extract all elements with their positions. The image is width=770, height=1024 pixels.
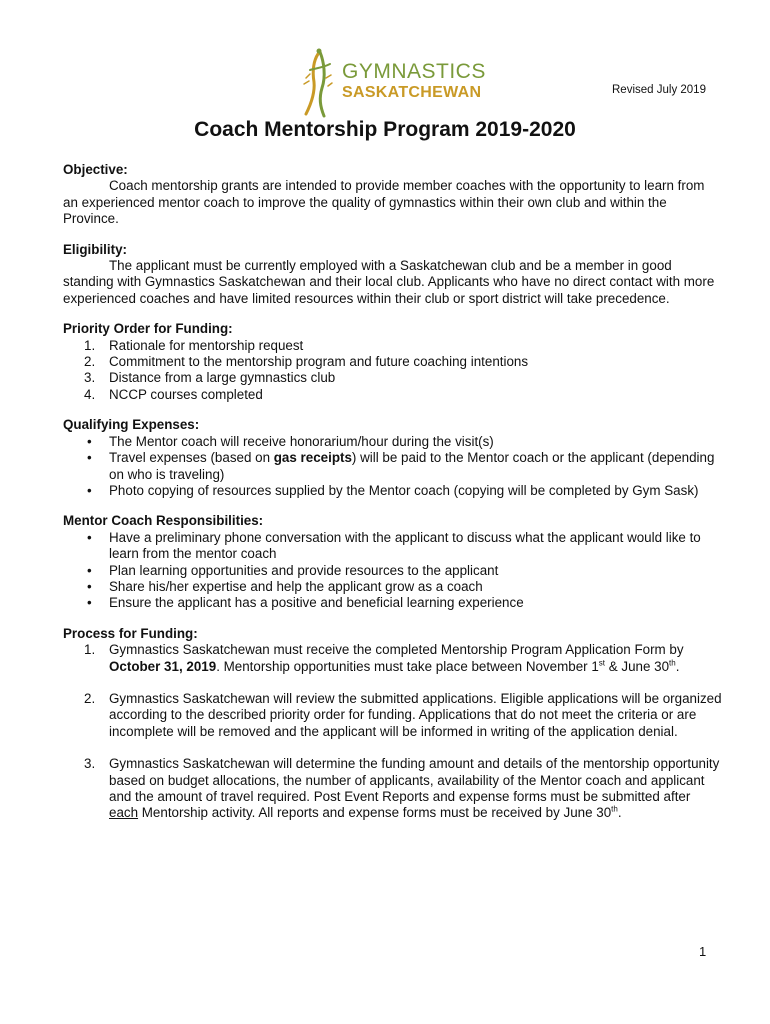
list-item	[63, 756, 723, 822]
bullet-icon: •	[87, 578, 92, 594]
process-heading: Process for Funding:	[63, 625, 198, 641]
list-item-text: Rationale for mentorship request	[109, 337, 304, 353]
superscript: th	[669, 658, 676, 668]
revised-date: Revised July 2019	[612, 84, 706, 96]
objective-heading: Objective:	[63, 162, 128, 177]
logo-word-saskatchewan: SASKATCHEWAN	[342, 84, 482, 101]
eligibility-heading: Eligibility:	[63, 241, 127, 257]
bullet-icon: •	[87, 595, 92, 611]
list-item-text: Plan learning opportunities and provide resources to the applicant	[109, 562, 499, 578]
list-number: 3.	[84, 370, 96, 386]
list-item-text: . Mentorship opportunities must take place between November 1	[216, 658, 599, 674]
list-item-text: & June 30	[605, 658, 670, 674]
priority-list	[63, 338, 723, 404]
list-item-text: Mentorship activity. All reports and expense forms must be received by June 30	[138, 805, 612, 821]
list-item	[63, 434, 723, 450]
list-number: 1.	[84, 642, 96, 658]
list-item	[63, 338, 723, 354]
document-body	[63, 162, 723, 822]
list-item-text: Gymnastics Saskatchewan will review the submitted applications. Eligible applications will be organized according to the described priority order for funding. Applications that do not meet the criteria or are incomplete will be removed and the applicant will be informed in writing of the application denial.	[109, 690, 722, 739]
list-item-text: Gymnastics Saskatchewan will determine the funding amount and details of the mentorship opportunity based on budget allocations, the number of applicants, availability of the Mentor coach and applicant and the amount of travel required. Post Event Reports and expense forms must be submitted after	[109, 756, 720, 804]
list-number: 2.	[84, 690, 96, 706]
list-item-text: Commitment to the mentorship program and future coaching intentions	[109, 354, 529, 370]
list-item-text: Have a preliminary phone conversation with the applicant to discuss what the applicant would like to learn from the mentor coach	[109, 529, 701, 562]
list-item	[63, 563, 723, 579]
list-item	[63, 595, 723, 611]
list-number: 4.	[84, 386, 96, 402]
bullet-icon: •	[87, 450, 92, 466]
list-item-text: ) will be paid to the Mentor coach or the applicant (depending on who is traveling)	[109, 450, 715, 482]
list-item-text: Share his/her expertise and help the applicant grow as a coach	[109, 578, 483, 594]
list-item	[63, 642, 723, 675]
list-number: 3.	[84, 756, 96, 772]
list-item	[63, 579, 723, 595]
list-number: 1.	[84, 337, 96, 353]
gymnastics-saskatchewan-logo	[298, 48, 486, 120]
list-item	[63, 354, 723, 370]
priority-section	[63, 321, 723, 403]
priority-heading: Priority Order for Funding:	[63, 321, 233, 337]
list-item	[63, 691, 723, 740]
mentor-list	[63, 530, 723, 612]
list-item-text: Gymnastics Saskatchewan must receive the completed Mentorship Program Application Form by	[109, 642, 684, 658]
list-item-text: The Mentor coach will receive honorarium/hour during the visit(s)	[109, 433, 494, 449]
logo-word-gymnastics: GYMNASTICS	[342, 60, 486, 83]
expenses-heading: Qualifying Expenses:	[63, 417, 200, 433]
list-item	[63, 370, 723, 386]
bullet-icon: •	[87, 482, 92, 498]
expenses-list	[63, 434, 723, 500]
document-title: Coach Mentorship Program 2019-2020	[194, 118, 576, 141]
list-item-text: Ensure the applicant has a positive and beneficial learning experience	[109, 595, 524, 611]
underlined-text: each	[109, 805, 139, 821]
bullet-icon: •	[87, 529, 92, 545]
expenses-section	[63, 417, 723, 499]
mentor-section	[63, 513, 723, 611]
bullet-icon: •	[87, 433, 92, 449]
eligibility-text: The applicant must be currently employed with a Saskatchewan club and be a member in good standing with Gymnastics Saskatchewan and their local club. Applicants who have no direct contact with more experienced coaches and have limited resources within their club or sport district will take precedence.	[63, 258, 715, 306]
process-list	[63, 642, 723, 822]
list-item-text: NCCP courses completed	[109, 386, 263, 402]
page-number: 1	[699, 944, 707, 959]
objective-section	[63, 162, 723, 228]
bullet-icon: •	[87, 562, 92, 578]
list-number: 2.	[84, 354, 96, 370]
list-item	[63, 530, 723, 563]
gymnast-figure-icon	[298, 48, 338, 120]
deadline-date: October 31, 2019	[109, 658, 217, 674]
list-item	[63, 483, 723, 499]
list-item-text: Photo copying of resources supplied by the Mentor coach (copying will be completed by Gym Sask)	[109, 482, 699, 498]
list-item-text: Travel expenses (based on	[109, 450, 274, 466]
superscript: th	[611, 804, 618, 814]
process-section	[63, 626, 723, 822]
mentor-heading: Mentor Coach Responsibilities:	[63, 513, 264, 529]
superscript: st	[598, 658, 606, 668]
list-item-text: .	[675, 658, 680, 674]
list-item-text: .	[617, 805, 622, 821]
list-item	[63, 387, 723, 403]
eligibility-section	[63, 242, 723, 308]
list-item-text: Distance from a large gymnastics club	[109, 370, 336, 386]
emphasis-text: gas receipts	[273, 450, 352, 466]
list-item	[63, 450, 723, 483]
objective-text: Coach mentorship grants are intended to provide member coaches with the opportunity to learn from an experienced mentor coach to improve the quality of gymnastics within their own club and within the Province.	[63, 178, 705, 227]
